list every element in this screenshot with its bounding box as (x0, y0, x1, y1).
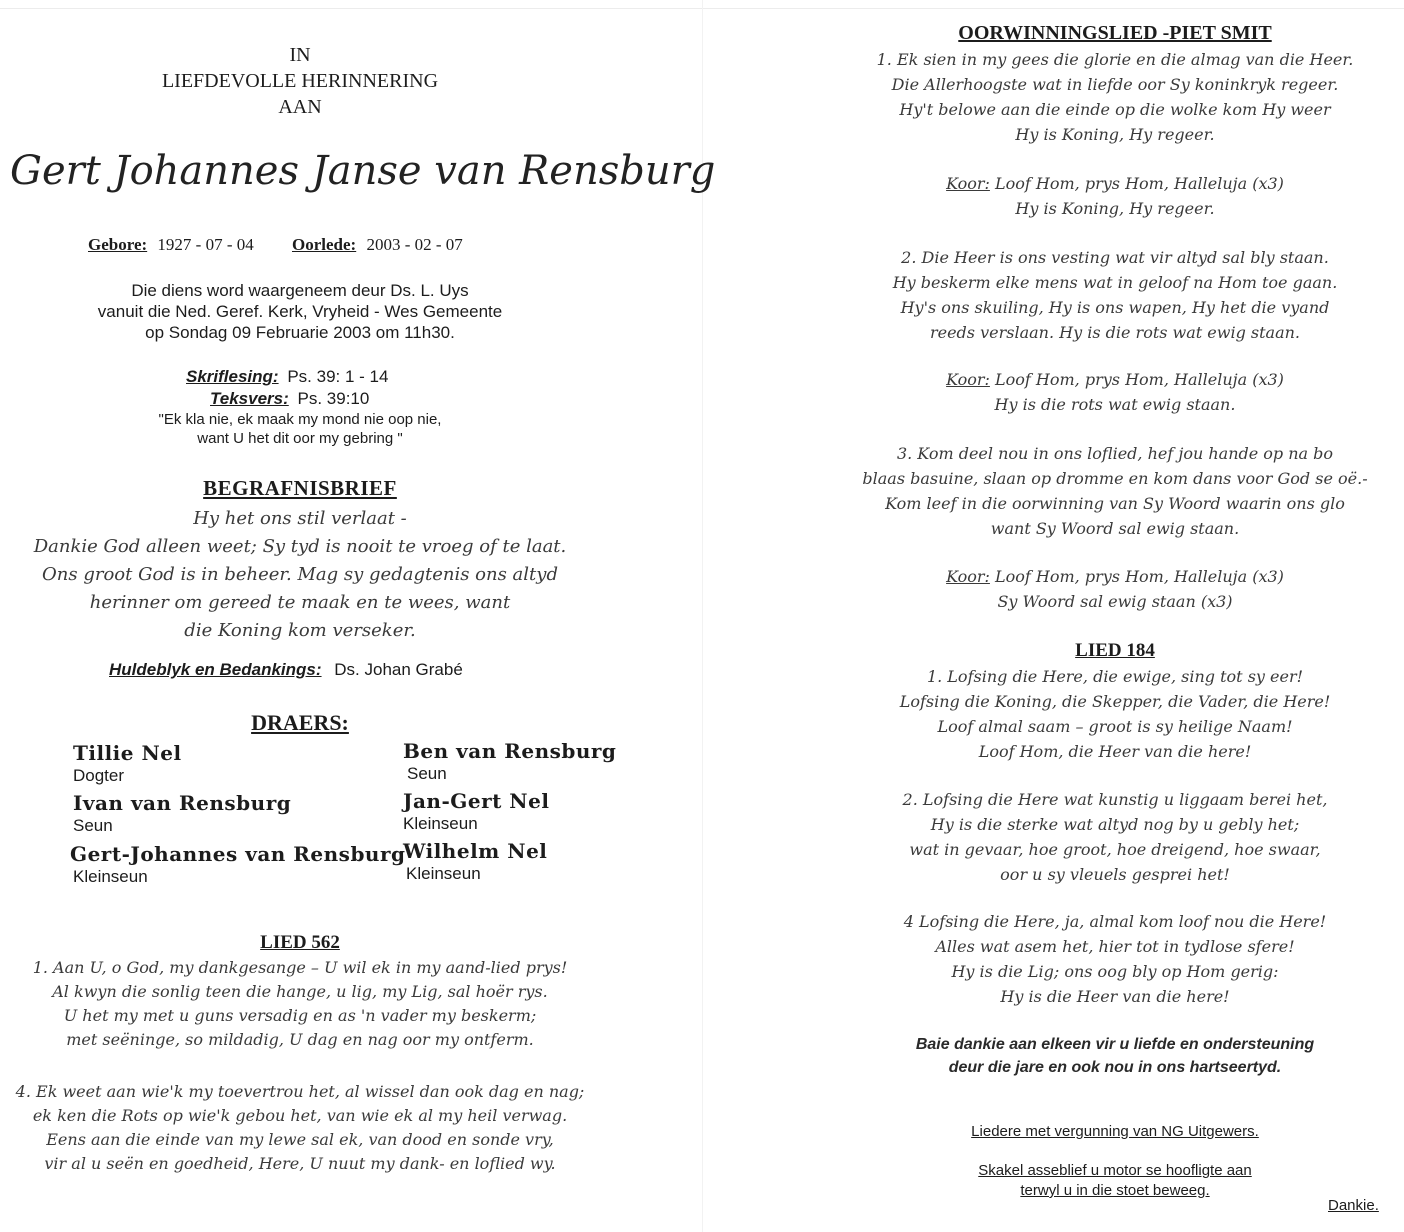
letter-line: Dankie God alleen weet; Sy tyd is nooit te vroeg of te laat. (33, 536, 567, 557)
chorus-line: Loof Hom, prys Hom, Halleluja (x3) (995, 370, 1284, 389)
chorus-line: Loof Hom, prys Hom, Halleluja (x3) (995, 567, 1284, 586)
hymn-184-verse-1 (850, 664, 1380, 764)
song-verse-2 (850, 245, 1380, 345)
deceased-name: Gert Johannes Janse van Rensburg (10, 148, 716, 194)
letter-title-text: BEGRAFNISBRIEF (203, 476, 397, 500)
song-line: blaas basuine, slaan op dromme en kom dans voor God se oë.- (862, 469, 1368, 488)
intro-block (0, 42, 600, 120)
bearers-title-text: DRAERS: (251, 710, 349, 735)
intro-line: IN (289, 44, 311, 66)
letter-body (0, 505, 600, 645)
letter-title (0, 476, 600, 501)
chorus-line: Hy is die rots wat ewig staan. (994, 395, 1236, 414)
bearer-entry (403, 789, 549, 834)
bearer-entry (73, 791, 291, 836)
hymn-line: Loof almal saam – groot is sy heilige Naam! (937, 717, 1293, 736)
hymn-line: met seëninge, so mildadig, U dag en nag oor my ontferm. (66, 1030, 534, 1049)
song-line: Kom leef in die oorwinning van Sy Woord waarin ons glo (885, 494, 1345, 513)
song-line: 3. Kom deel nou in ons loflied, hef jou hande op na bo (896, 444, 1334, 463)
service-block (0, 280, 600, 343)
hymn-line: Al kwyn die sonlig teen die hange, u lig, my Lig, sal hoër rys. (52, 982, 548, 1001)
dankie-text: Dankie. (1328, 1197, 1379, 1214)
song-line: want Sy Woord sal ewig staan. (990, 519, 1240, 538)
song-line: 1. Ek sien in my gees die glorie en die almag van die Heer. (876, 50, 1354, 69)
hymn-562-verse-1 (0, 956, 600, 1052)
service-line: op Sondag 09 Februarie 2003 om 11h30. (145, 323, 455, 342)
hymn-line: oor u sy vleuels gesprei het! (1000, 865, 1230, 884)
hymn-line: 4 Lofsing die Here, ja, almal kom loof nou die Here! (903, 912, 1327, 931)
born-label: Gebore: (88, 235, 148, 254)
dates-row (88, 235, 463, 255)
bearer-role: Kleinseun (406, 864, 481, 883)
chorus-line: Hy is Koning, Hy regeer. (1015, 199, 1215, 218)
hymn-562-title (0, 932, 600, 954)
song-line: Die Allerhoogste wat in liefde oor Sy koninkryk regeer. (891, 75, 1339, 94)
letter-line: herinner om gereed te maak en te wees, want (89, 592, 511, 613)
song-verse-3 (830, 441, 1400, 541)
song-title (850, 22, 1380, 45)
readings-block (186, 366, 388, 410)
headlights-line: terwyl u in die stoet beweeg. (1020, 1182, 1210, 1199)
hymn-562-title-text: LIED 562 (260, 932, 340, 953)
letter-line: die Koning kom verseker. (184, 620, 416, 641)
thanks-line: Baie dankie aan elkeen vir u liefde en ondersteuning (915, 1036, 1315, 1053)
permission-text: Liedere met vergunning van NG Uitgewers. (971, 1123, 1259, 1140)
bearers-title (0, 710, 600, 736)
hymn-562-verse-4 (0, 1080, 600, 1176)
chorus-label: Koor: (946, 567, 990, 586)
bearer-entry (403, 739, 616, 784)
hymn-line: 1. Aan U, o God, my dankgesange – U wil ek in my aand-lied prys! (32, 958, 568, 977)
chorus-3 (850, 564, 1380, 614)
bearer-role: Seun (407, 764, 447, 783)
thanks-line: deur die jare en ook nou in ons hartseertyd. (948, 1059, 1282, 1076)
intro-line: AAN (278, 96, 322, 118)
letter-line: Ons groot God is in beheer. Mag sy gedagtenis ons altyd (42, 564, 558, 585)
song-line: Hy's ons skuiling, Hy is ons wapen, Hy het die vyand (900, 298, 1330, 317)
dankie-note (1328, 1197, 1379, 1214)
song-line: Hy't belowe aan die einde op die wolke kom Hy weer (899, 100, 1331, 119)
hymn-line: Loof Hom, die Heer van die here! (978, 742, 1252, 761)
hymn-line: Alles wat asem het, hier tot in tydlose sfere! (935, 937, 1295, 956)
service-line: Die diens word waargeneem deur Ds. L. Uys (131, 281, 469, 300)
hymn-line: Hy is die Heer van die here! (1000, 987, 1230, 1006)
song-title-text: OORWINNINGSLIED -PIET SMIT (958, 22, 1272, 44)
bearer-entry (73, 741, 182, 786)
hymn-line: U het my met u guns versadig en as 'n vader my beskerm; (63, 1006, 537, 1025)
died-label: Oorlede: (292, 235, 357, 254)
bearer-entry (403, 839, 547, 884)
hymn-line: 2. Lofsing die Here wat kunstig u liggaam berei het, (902, 790, 1328, 809)
hymn-line: Hy is die sterke wat altyd nog by u gebly het; (930, 815, 1300, 834)
intro-line: LIEFDEVOLLE HERINNERING (161, 70, 439, 92)
hymn-184-verse-4 (850, 909, 1380, 1009)
hymn-line: 4. Ek weet aan wie'k my toevertrou het, al wissel dan ook dag en nag; (15, 1082, 585, 1101)
hymn-line: vir al u seën en goedheid, Here, U nuut my dank- en loflied wy. (44, 1154, 556, 1173)
song-line: Hy beskerm elke mens wat in geloof na Hom toe gaan. (892, 273, 1338, 292)
quote-line: "Ek kla nie, ek maak my mond nie oop nie, (158, 411, 442, 428)
bearer-name: Ben van Rensburg (403, 739, 617, 763)
bearer-role: Dogter (73, 766, 125, 785)
service-line: vanuit die Ned. Geref. Kerk, Vryheid - Wes Gemeente (97, 302, 503, 321)
hymn-line: Lofsing die Koning, die Skepper, die Vader, die Here! (899, 692, 1331, 711)
bearer-role: Kleinseun (73, 867, 148, 886)
tribute-value: Ds. Johan Grabé (334, 660, 463, 679)
bearer-name: Ivan van Rensburg (73, 791, 292, 815)
bearer-name: Gert-Johannes van Rensburg (70, 842, 406, 866)
chorus-line: Loof Hom, prys Hom, Halleluja (x3) (995, 174, 1284, 193)
reading-value: Ps. 39: 1 - 14 (287, 367, 389, 386)
hymn-184-title-text: LIED 184 (1075, 640, 1155, 661)
chorus-2 (850, 367, 1380, 417)
born-date: 1927 - 07 - 04 (157, 235, 254, 254)
bearer-entry (70, 842, 406, 887)
hymn-184-verse-2 (850, 787, 1380, 887)
chorus-line: Sy Woord sal ewig staan (x3) (997, 592, 1233, 611)
reading-label: Skriflesing: (186, 367, 279, 386)
quote-line: want U het dit oor my gebring " (197, 430, 403, 447)
letter-line: Hy het ons stil verlaat - (193, 508, 407, 529)
hymn-184-title (850, 640, 1380, 662)
thanks-block (850, 1033, 1380, 1079)
headlights-line: Skakel asseblief u motor se hoofligte aan (978, 1162, 1252, 1179)
hymn-line: 1. Lofsing die Here, die ewige, sing tot sy eer! (926, 667, 1304, 686)
text-value: Ps. 39:10 (297, 389, 370, 408)
text-label: Teksvers: (210, 389, 289, 408)
chorus-label: Koor: (946, 370, 990, 389)
hymn-line: Eens aan die einde van my lewe sal ek, van dood en sonde vry, (46, 1130, 554, 1149)
permission-note (850, 1123, 1380, 1140)
hymn-line: ek ken die Rots op wie'k gebou het, van wie ek al my heil verwag. (32, 1106, 568, 1125)
song-verse-1 (850, 47, 1380, 147)
tribute-row (109, 660, 463, 680)
bearer-role: Kleinseun (403, 814, 478, 833)
headlights-note (850, 1161, 1380, 1201)
chorus-label: Koor: (946, 174, 990, 193)
bearer-name: Jan-Gert Nel (403, 789, 550, 813)
hymn-line: Hy is die Lig; ons oog bly op Hom gerig: (951, 962, 1279, 981)
bearer-name: Wilhelm Nel (403, 839, 548, 863)
song-line: reeds verslaan. Hy is die rots wat ewig staan. (929, 323, 1301, 342)
bearer-name: Tillie Nel (73, 741, 182, 765)
chorus-1 (850, 171, 1380, 221)
tribute-label: Huldeblyk en Bedankings: (109, 660, 322, 679)
died-date: 2003 - 02 - 07 (366, 235, 463, 254)
song-line: 2. Die Heer is ons vesting wat vir altyd sal bly staan. (901, 248, 1329, 267)
quote-block (0, 410, 600, 448)
hymn-line: wat in gevaar, hoe groot, hoe dreigend, hoe swaar, (909, 840, 1321, 859)
song-line: Hy is Koning, Hy regeer. (1015, 125, 1215, 144)
bearer-role: Seun (73, 816, 113, 835)
